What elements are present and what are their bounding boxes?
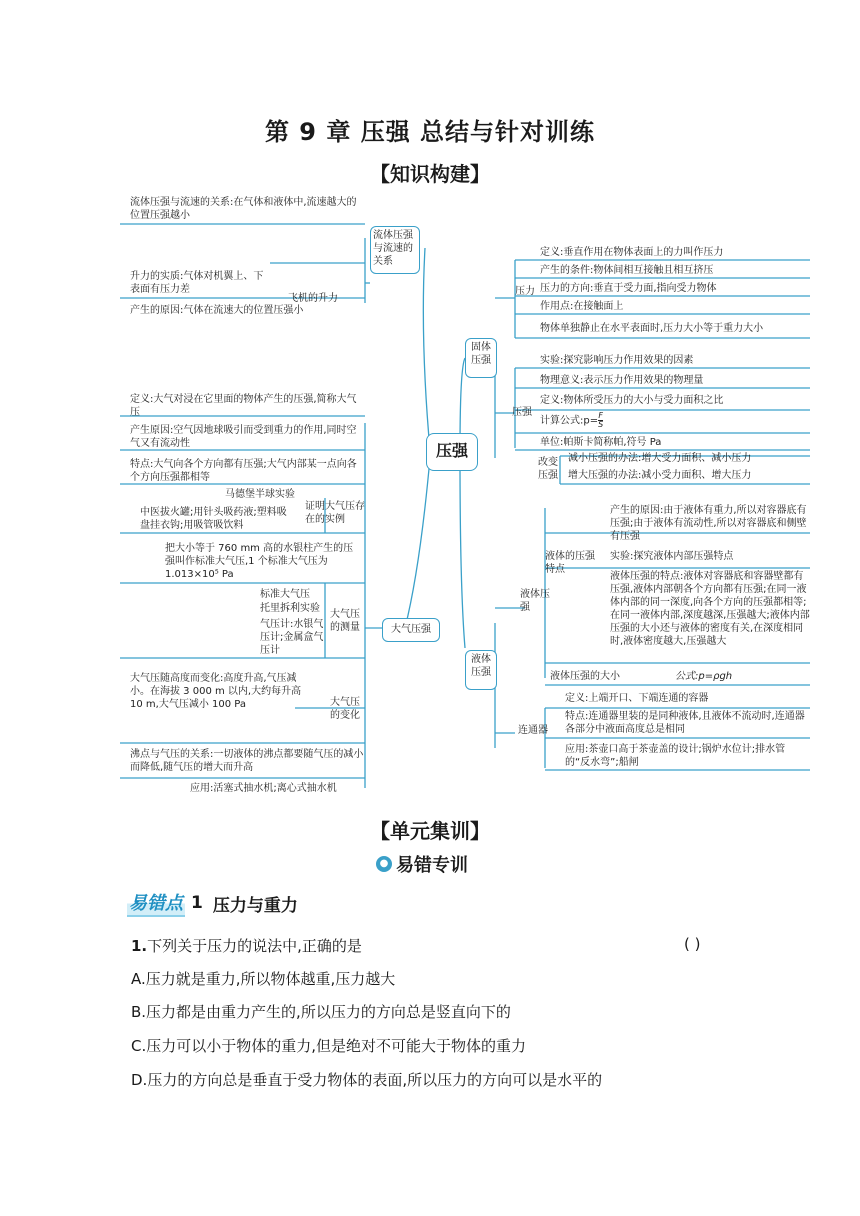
force-item-3: 作用点:在接触面上 — [540, 301, 624, 312]
topic-heading — [127, 889, 298, 917]
atmos-exist-title: 证明大气压存在的实例 — [305, 501, 365, 525]
atmos-standard: 把大小等于 760 mm 高的水银柱产生的压强叫作标准大气压,1 个标准大气压为 1.013×10⁵ Pa — [165, 543, 354, 580]
badge-dot-icon: ● — [376, 856, 392, 872]
option-c: C.压力可以小于物体的重力,但是绝对不可能大于物体的重力 — [131, 1037, 527, 1055]
connector-item-1: 特点:连通器里装的是同种液体,且液体不流动时,连通器各部分中液面高度总是相同 — [565, 711, 805, 735]
atmos-change: 大气压随高度而变化:高度升高,气压减小。在海拔 3 000 m 以内,大约每升高 10 m,大气压减小 100 Pa — [130, 673, 302, 710]
option-a: A.压力就是重力,所以物体越重,压力越大 — [131, 970, 396, 988]
atmos-examples: 中医拔火罐;用针头吸药液;塑料吸盘挂衣钩;用吸管吸饮料 — [140, 507, 287, 531]
atmos-cause: 产生原因:空气因地球吸引而受到重力的作用,同时空气又有流动性 — [130, 425, 357, 449]
badge-label: 易错专训 — [396, 855, 468, 876]
atmos-measure-std: 标准大气压 — [260, 589, 310, 600]
question-stem — [131, 935, 362, 956]
pressure-item-1: 物理意义:表示压力作用效果的物理量 — [540, 375, 704, 386]
pressure-formula — [540, 412, 603, 429]
option-b: B.压力都是由重力产生的,所以压力的方向总是竖直向下的 — [131, 1003, 511, 1021]
force-item-1: 产生的条件:物体间相互接触且相互挤压 — [540, 265, 714, 276]
connector-item-0: 定义:上端开口、下端连通的容器 — [565, 693, 709, 704]
question-number: 1. — [131, 937, 148, 955]
solid-force-title: 压力 — [515, 286, 535, 297]
answer-blank: ( ) — [684, 935, 701, 953]
liquid-pressure-title: 液体压强 — [520, 589, 550, 613]
topic-number: 1 — [191, 893, 203, 913]
question-text: 下列关于压力的说法中,正确的是 — [147, 937, 362, 955]
pressure-item-4: 单位:帕斯卡简称帕,符号 Pa — [540, 437, 662, 448]
atmos-feature: 特点:大气向各个方向都有压强;大气内部某一点向各个方向压强都相等 — [130, 459, 357, 483]
force-item-0: 定义:垂直作用在物体表面上的力叫作压力 — [540, 247, 724, 258]
liquid-cause: 产生的原因:由于液体有重力,所以对容器底有压强;由于液体有流动性,所以对容器底和侧壁有压强 — [610, 505, 807, 542]
section-heading-knowledge: 【知识构建】 — [370, 162, 490, 186]
liquid-size-title: 液体压强的大小 — [550, 671, 620, 682]
connector-item-2: 应用:茶壶口高于茶壶盖的设计;锅炉水位计;排水管的“反水弯”;船闸 — [565, 744, 786, 768]
atmos-measure-title: 大气压的测量 — [330, 609, 360, 633]
option-d: D.压力的方向总是垂直于受力物体的表面,所以压力的方向可以是水平的 — [131, 1071, 603, 1089]
fraction-numerator: F — [598, 411, 603, 420]
atmos-boiling: 沸点与气压的关系:一切液体的沸点都要随气压的减小而降低,随气压的增大而升高 — [130, 749, 364, 773]
page-title: 第 9 章 压强 总结与针对训练 — [264, 118, 596, 146]
liquid-size-formula: 公式:p=ρgh — [675, 671, 733, 682]
topic-tag: 易错点 — [127, 889, 185, 917]
branch-atmos: 大气压强 — [382, 618, 440, 642]
lift-cause: 产生的原因:气体在流速大的位置压强小 — [130, 305, 304, 316]
lift-essence: 升力的实质:气体对机翼上、下表面有压力差 — [130, 271, 264, 295]
atmos-torricelli: 托里拆利实验 — [260, 603, 320, 614]
pressure-item-0: 实验:探究影响压力作用效果的因素 — [540, 355, 694, 366]
atmos-magdeburg: 马德堡半球实验 — [225, 489, 295, 500]
mindmap-root: 压强 — [426, 433, 478, 471]
liquid-experiment: 实验:探究液体内部压强特点 — [610, 551, 734, 562]
change-item-1: 增大压强的办法:减小受力面积、增大压力 — [568, 470, 752, 481]
section-heading-unit: 【单元集训】 — [370, 819, 490, 843]
liquid-features: 液体压强的特点:液体对容器底和容器壁都有压强,液体内部朝各个方向都有压强;在同一液体内部的同一深度,向各个方向的压强都相等;在同一液体内部,深度越深,压强越大;液体内部压强的大小还与液体的密度有关,在深度相同时,液体密度越大,压强越大 — [610, 571, 810, 647]
fraction-denominator: S — [598, 420, 604, 429]
force-item-2: 压力的方向:垂直于受力面,指向受力物体 — [540, 283, 717, 294]
pressure-fraction — [598, 412, 603, 429]
change-item-0: 减小压强的办法:增大受力面积、减小压力 — [568, 453, 752, 464]
atmos-definition: 定义:大气对浸在它里面的物体产生的压强,简称大气压 — [130, 394, 357, 418]
lift-title: 飞机的升力 — [288, 293, 338, 304]
branch-solid: 固体压强 — [465, 338, 497, 378]
error-training-badge — [376, 851, 468, 877]
branch-fluid: 流体压强与流速的关系 — [370, 226, 420, 274]
solid-change-title: 改变压强 — [538, 457, 558, 481]
fluid-relation: 流体压强与流速的关系:在气体和液体中,流速越大的位置压强越小 — [130, 197, 357, 221]
branch-liquid: 液体压强 — [465, 650, 497, 690]
topic-title: 压力与重力 — [212, 895, 298, 916]
atmos-application: 应用:活塞式抽水机;离心式抽水机 — [190, 783, 337, 794]
liquid-feature-title: 液体的压强特点 — [545, 551, 595, 575]
force-item-4: 物体单独静止在水平表面时,压力大小等于重力大小 — [540, 323, 764, 334]
pressure-item-3: 计算公式:p= — [540, 415, 599, 427]
solid-pressure-title: 压强 — [512, 407, 532, 418]
mind-map — [120, 188, 820, 808]
pressure-item-2: 定义:物体所受压力的大小与受力面积之比 — [540, 395, 724, 406]
connector-title: 连通器 — [518, 725, 548, 736]
atmos-change-title: 大气压的变化 — [330, 697, 360, 721]
atmos-barometers: 气压计:水银气压计;金属盒气压计 — [260, 619, 324, 656]
